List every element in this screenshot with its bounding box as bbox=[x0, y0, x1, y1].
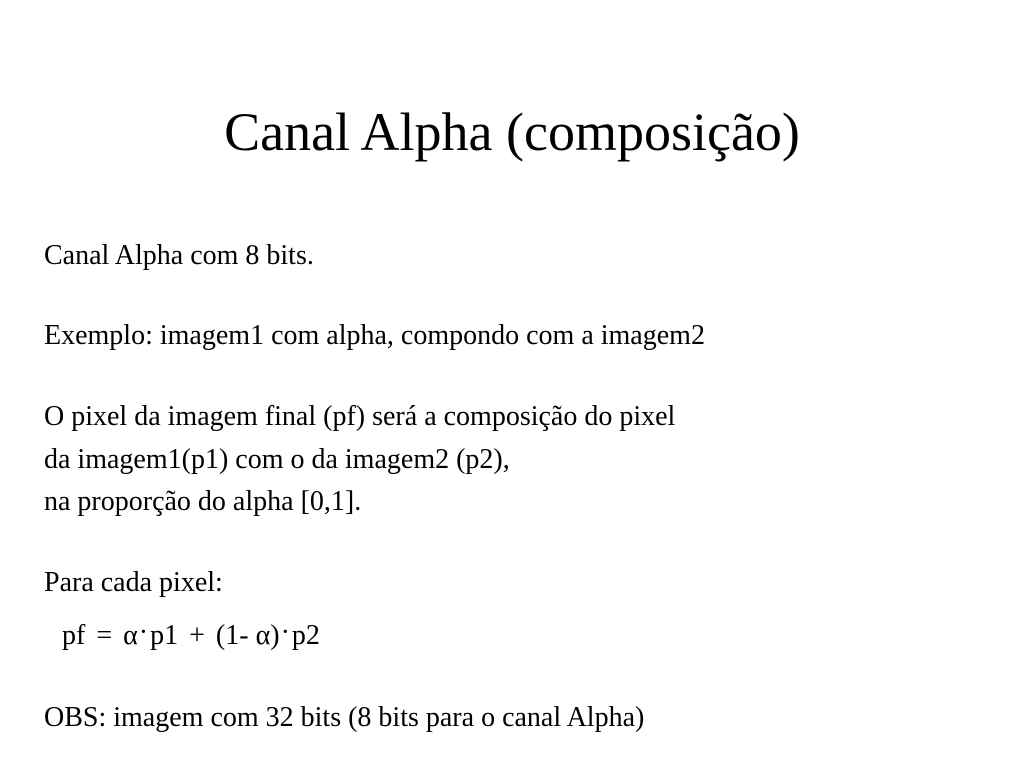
formula-alpha: α bbox=[123, 620, 138, 651]
blend-formula bbox=[62, 618, 320, 654]
slide-title: Canal Alpha (composição) bbox=[224, 102, 800, 162]
formula-alpha-close: α) bbox=[255, 620, 280, 651]
formula-equals: = bbox=[96, 620, 113, 651]
text-alpha-bits: Canal Alpha com 8 bits. bbox=[44, 240, 314, 271]
formula-p2: p2 bbox=[291, 620, 320, 651]
text-pixel-composition-3: na proporção do alpha [0,1]. bbox=[44, 486, 362, 517]
formula-p1: p1 bbox=[150, 620, 179, 651]
formula-lhs: pf bbox=[62, 620, 86, 651]
formula-dot-2: · bbox=[280, 617, 290, 648]
formula-plus: + bbox=[189, 620, 205, 651]
text-pixel-composition-2: da imagem1(p1) com o da imagem2 (p2), bbox=[44, 444, 510, 475]
text-per-pixel: Para cada pixel: bbox=[44, 567, 223, 598]
text-example: Exemplo: imagem1 com alpha, compondo com a imagem2 bbox=[44, 320, 705, 351]
text-pixel-composition-1: O pixel da imagem final (pf) será a composição do pixel bbox=[44, 401, 676, 432]
text-obs: OBS: imagem com 32 bits (8 bits para o canal Alpha) bbox=[44, 702, 645, 733]
formula-dot-1: · bbox=[138, 617, 149, 648]
formula-one-minus: (1- bbox=[215, 620, 249, 651]
